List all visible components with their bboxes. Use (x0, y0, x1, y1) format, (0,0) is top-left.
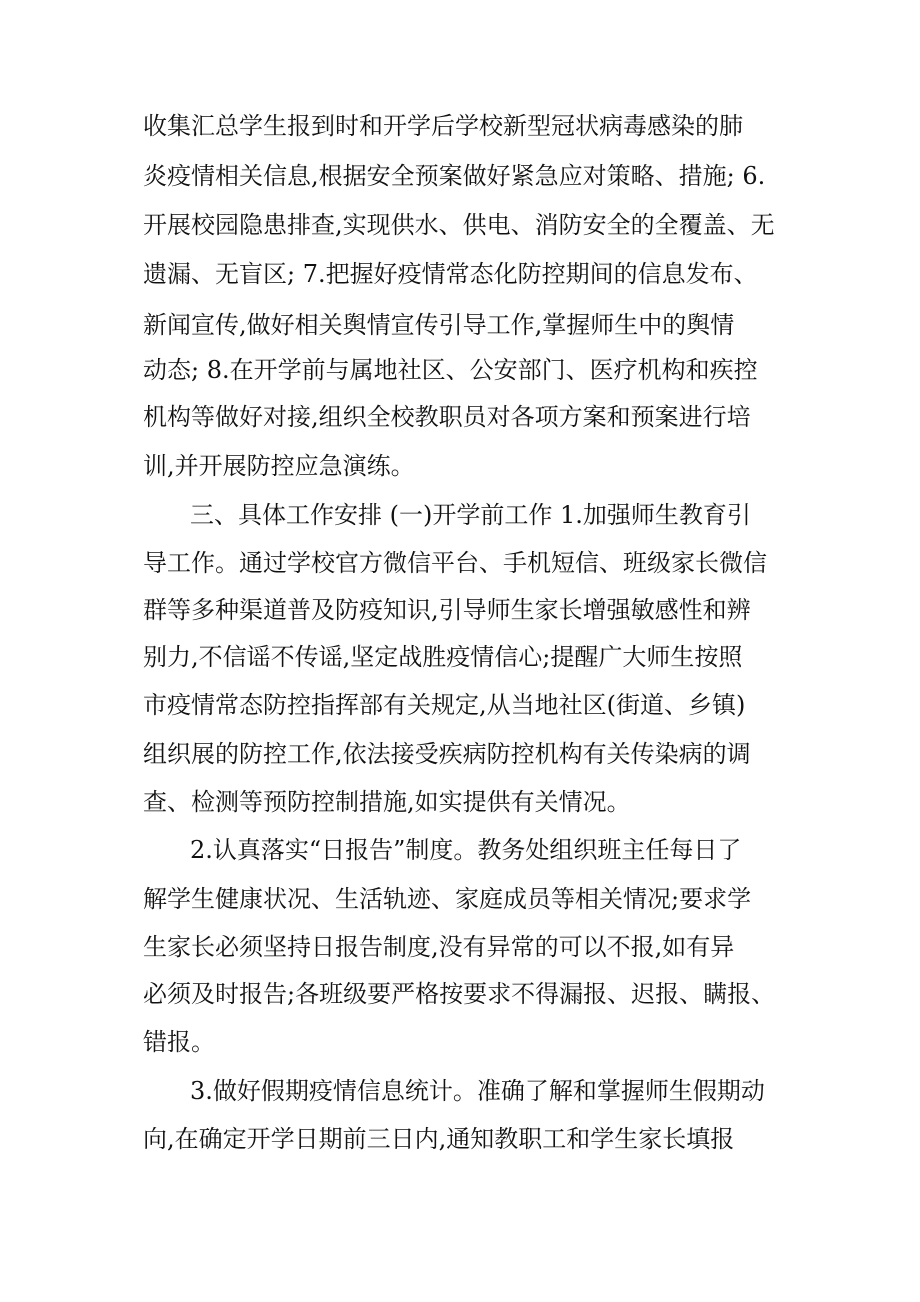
text-line: 群等多种渠道普及防疫知识,引导师生家长增强敏感性和辨 (143, 596, 751, 624)
text-line: 收集汇总学生报到时和开学后学校新型冠状病毒感染的肺 (143, 112, 743, 140)
text-line: 新闻宣传,做好相关舆情宣传引导工作,掌握师生中的舆情 (143, 311, 735, 339)
text-line: 别力,不信谣不传谣,坚定战胜疫情信心;提醒广大师生按照 (143, 643, 743, 671)
paragraph-start-line: 3.做好假期疫情信息统计。准确了解和掌握师生假期动 (190, 1077, 765, 1105)
text-line: 查、检测等预防控制措施,如实提供有关情况。 (143, 788, 631, 816)
text-line: 生家长必须坚持日报告制度,没有异常的可以不报,如有异 (143, 933, 735, 961)
text-line: 市疫情常态防控指挥部有关规定,从当地社区(街道、乡镇) (143, 691, 746, 719)
text-line: 错报。 (143, 1028, 215, 1056)
text-line: 导工作。通过学校官方微信平台、手机短信、班级家长微信 (143, 549, 767, 577)
text-line: 向,在确定开学日期前三日内,通知教职工和学生家长填报 (143, 1125, 735, 1153)
paragraph-start-line: 2.认真落实“日报告”制度。教务处组织班主任每日了 (190, 836, 742, 864)
text-line: 动态; 8.在开学前与属地社区、公安部门、医疗机构和疾控 (143, 356, 758, 384)
text-line: 机构等做好对接,组织全校教职员对各项方案和预案进行培 (143, 403, 751, 431)
text-line: 遗漏、无盲区; 7.把握好疫情常态化防控期间的信息发布、 (143, 260, 758, 288)
text-line: 训,并开展防控应急演练。 (143, 452, 415, 480)
text-line: 必须及时报告;各班级要严格按要求不得漏报、迟报、瞒报、 (143, 980, 776, 1008)
text-line: 组织展的防控工作,依法接受疾病防控机构有关传染病的调 (143, 740, 751, 768)
paragraph-start-line: 三、具体工作安排 (一)开学前工作 1.加强师生教育引 (190, 501, 751, 529)
text-line: 开展校园隐患排查,实现供水、供电、消防安全的全覆盖、无 (143, 211, 775, 239)
text-line: 解学生健康状况、生活轨迹、家庭成员等相关情况;要求学 (143, 885, 752, 913)
text-line: 炎疫情相关信息,根据安全预案做好紧急应对策略、措施; 6. (143, 162, 766, 190)
